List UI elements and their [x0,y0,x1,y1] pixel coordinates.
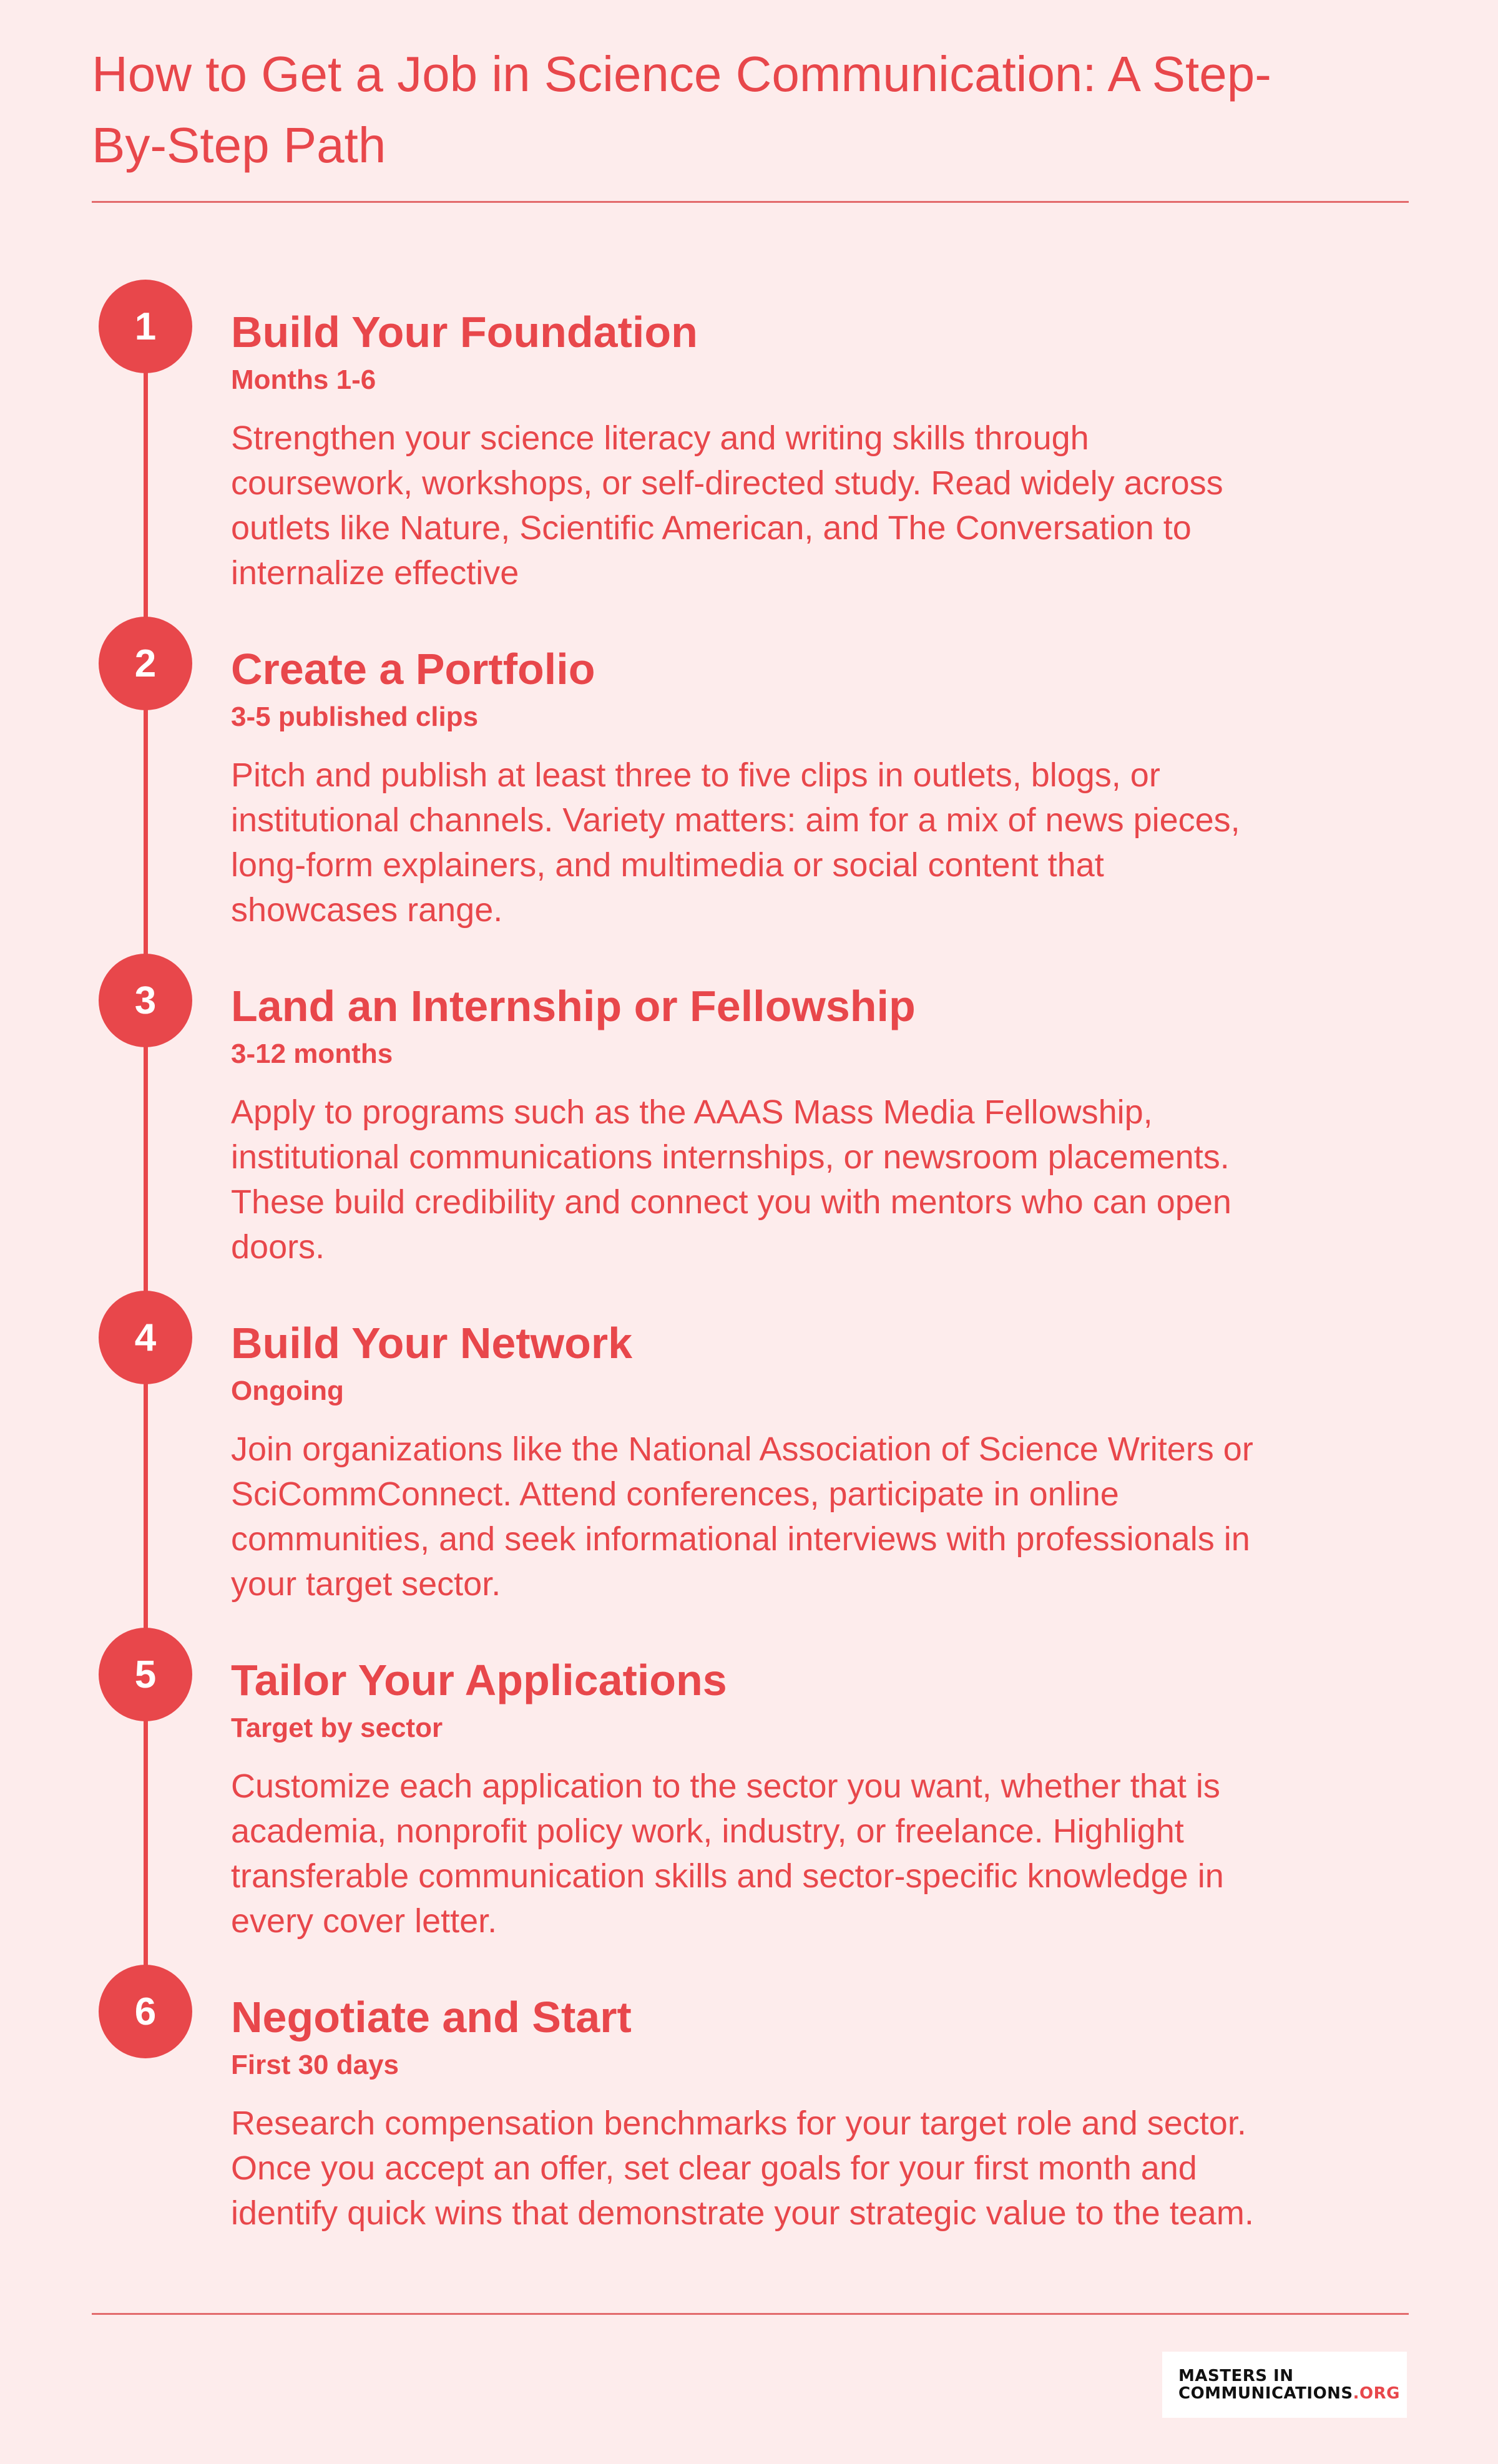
top-divider [92,201,1409,203]
step-timeframe: First 30 days [231,2050,399,2080]
masters-in-communications-logo [1162,2352,1407,2418]
logo-suffix: .ORG [1353,2384,1401,2403]
step-title: Build Your Network [231,1319,633,1367]
step-timeframe: 3-5 published clips [231,702,479,732]
logo-line-2 [1178,2385,1407,2402]
step-description: Join organizations like the National Association of Science Writers or SciCommConnect. Attend conferences, participate in online communities, and seek informational interviews with professionals in your target sector. [231,1430,1253,1603]
step-description: Apply to programs such as the AAAS Mass Media Fellowship, institutional communications internships, or newsroom placements. These build credibility and connect you with mentors who can open doors. [231,1093,1231,1266]
step-title: Create a Portfolio [231,645,595,693]
step-timeframe: Months 1-6 [231,364,376,395]
step-description: Research compensation benchmarks for your target role and sector. Once you accept an offer, set clear goals for your first month and identify quick wins that demonstrate your strategic value to the team. [231,2105,1254,2232]
logo-line-2-text: COMMUNICATIONS [1178,2384,1353,2403]
step-timeframe: Target by sector [231,1713,443,1743]
step-description: Customize each application to the sector you want, whether that is academia, nonprofit policy work, industry, or freelance. Highlight transferable communication skills and sector-specific knowledge in every cover letter. [231,1767,1224,1940]
step-title: Land an Internship or Fellowship [231,982,916,1030]
bottom-divider [92,2313,1409,2315]
step-description: Strengthen your science literacy and writing skills through coursework, workshops, or self-directed study. Read widely across outlets like Nature, Scientific American, and The Conversation to internalize effective [231,419,1223,592]
step-number-badge: 5 [99,1628,192,1721]
step-timeframe: Ongoing [231,1376,344,1406]
timeline-line [144,328,148,2013]
step-number-badge: 2 [99,617,192,710]
step-title: Tailor Your Applications [231,1656,727,1704]
step-timeframe: 3-12 months [231,1039,393,1069]
step-number-badge: 6 [99,1965,192,2058]
logo-line-1: MASTERS IN [1178,2367,1294,2385]
step-description: Pitch and publish at least three to five clips in outlets, blogs, or institutional channels. Variety matters: aim for a mix of news pieces, long-form explainers, and multimedia or social content that showcases range. [231,756,1240,929]
step-title: Build Your Foundation [231,308,698,356]
step-number-badge: 4 [99,1291,192,1384]
step-number-badge: 3 [99,954,192,1047]
step-title: Negotiate and Start [231,1993,632,2041]
page-title: How to Get a Job in Science Communication: A Step-By-Step Path [92,46,1271,173]
step-number-badge: 1 [99,280,192,373]
